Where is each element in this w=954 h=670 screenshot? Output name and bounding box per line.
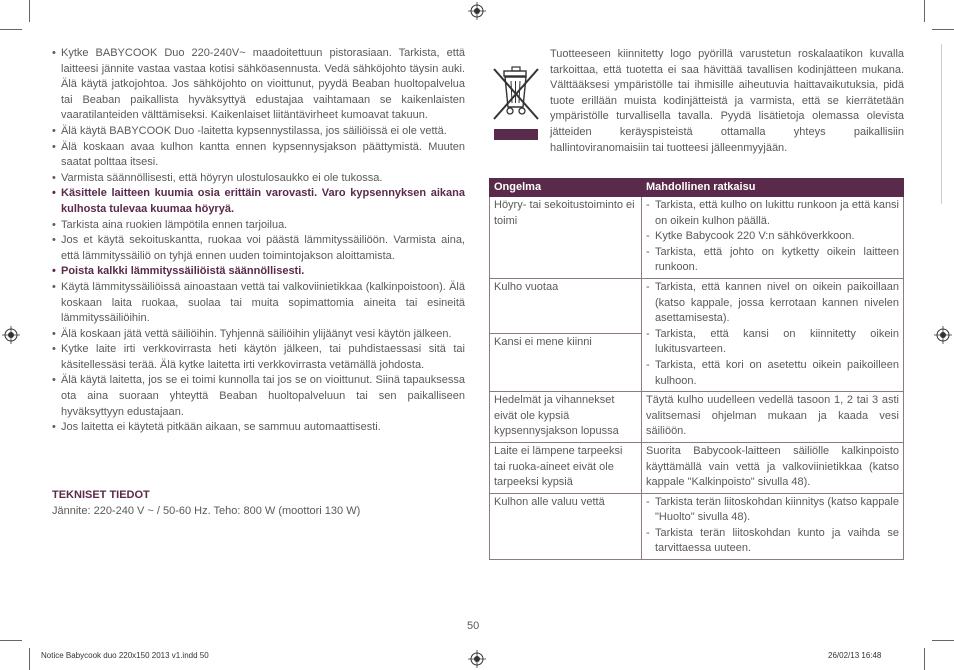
solution-item: - Tarkista, että kannen nivel on oikein paikoillaan (katso kappale, jossa kerrotaan kannen nivelen asettamisesta). — [646, 280, 899, 327]
solution-item: - Tarkista terän liitoskohdan kunto ja vaihda se tarvittaessa uuteen. — [646, 526, 899, 557]
safety-item: • Käsittele laitteen kuumia osia erittäin varovasti. Varo kypsennyksen aikana kulhosta tulevaa kuumaa höyryä. — [52, 186, 465, 217]
safety-item: • Tarkista aina ruokien lämpötila ennen tarjoilua. — [52, 218, 465, 234]
specs-text: Jännite: 220-240 V ~ / 50-60 Hz. Teho: 800 W (moottori 130 W) — [52, 504, 361, 517]
safety-item: • Älä koskaan jätä vettä säiliöihin. Tyhjennä säiliöihin ylijäänyt vesi käytön jälkeen. — [52, 327, 465, 343]
crop-mark — [941, 44, 942, 204]
crop-mark — [932, 29, 954, 30]
weee-text: Tuotteeseen kiinnitetty logo pyörillä varustetun roskalaatikon kuvalla tarkoittaa, että tuotetta ei saa hävittää tavallisen kodinjätteen mukana. Välttääksesi ympäristölle tai ihmisille aiheutuvia haittavaikutuksia, pidä tuote erillään muista kodinjätteistä ja varmista, että se kierrätetään ympäristölle turvallisella tavalla. Pyydä lisätietoja olemassa olevista jätteiden keräyspisteistä ottamalla yhteys paikallisiin hallintoviranomaisiin tai tuotteesi jälleenmyyjään. — [550, 48, 904, 154]
crop-mark — [29, 648, 30, 670]
safety-item: • Käytä lämmityssäiliöissä ainoastaan vettä tai valkoviinietikkaa (kalkinpoistoon). Älä koskaan laita ruokaa, suolaa tai muita sopimattomia aineita tai esineitä lämmityssäiliöihin. — [52, 280, 465, 327]
safety-item: • Älä käytä BABYCOOK Duo -laitetta kypsennystilassa, jos säiliöissä ei ole vettä. — [52, 124, 465, 140]
table-row — [490, 392, 904, 443]
problem-cell: Kulhon alle valuu vettä — [490, 493, 642, 559]
safety-item: • Älä käytä laitetta, jos se ei toimi kunnolla tai jos se on vioittunut. Siinä tapauksessa ota aina suoraan yhteyttä Beaban huoltopalveluun tai sen paikalliseen hyväksyttyyn edustajaan. — [52, 373, 465, 420]
troubleshooting-table — [489, 178, 904, 560]
registration-mark-icon — [468, 650, 486, 668]
registration-mark-icon — [934, 326, 952, 344]
table-row — [490, 493, 904, 559]
footer-file-info: Notice Babycook duo 220x150 2013 v1.indd 50 — [41, 651, 209, 660]
specs-heading: TEKNISET TIEDOT — [52, 489, 150, 501]
page-number: 50 — [467, 620, 480, 632]
table-header-solution: Mahdollinen ratkaisu — [642, 179, 904, 197]
registration-mark-icon — [2, 326, 20, 344]
problem-cell: Kulho vuotaa — [490, 278, 642, 334]
safety-list — [52, 46, 465, 436]
table-header-problem: Ongelma — [490, 179, 642, 197]
solution-cell — [642, 197, 904, 279]
solution-item: - Tarkista, että johto on kytketty oikein laitteen runkoon. — [646, 245, 899, 276]
crop-mark — [0, 640, 22, 641]
safety-item: • Jos laitetta ei käytetä pitkään aikaan, se sammuu automaattisesti. — [52, 420, 465, 436]
crop-mark — [932, 640, 954, 641]
table-row — [490, 197, 904, 279]
crossed-out-wheelie-bin-icon — [488, 63, 544, 147]
solution-item: - Tarkista, että kansi on kiinnitetty oikein lukitusvarteen. — [646, 327, 899, 358]
problem-cell: Laite ei lämpene tarpeeksi tai ruoka-aineet eivät ole tarpeeksi kypsiä — [490, 442, 642, 493]
crop-mark — [924, 648, 925, 670]
solution-cell: Täytä kulho uudelleen vedellä tasoon 1, 2 tai 3 asti valitsemasi ohjelman mukaan ja kaada vesi säiliöön. — [642, 392, 904, 443]
crop-mark — [924, 0, 925, 22]
safety-item: • Kytke laite irti verkkovirrasta heti käytön jälkeen, tai puhdistaessasi sitä tai käsitellessäsi terää. Älä kytke laitetta irti verkkovirrasta vetämällä johdosta. — [52, 342, 465, 373]
solution-cell — [642, 493, 904, 559]
solution-item: - Tarkista, että kori on asetettu oikein paikoilleen kulhoon. — [646, 358, 899, 389]
safety-item: • Varmista säännöllisesti, että höyryn ulostulosaukko ei ole tukossa. — [52, 171, 465, 187]
solution-item: - Kytke Babycook 220 V:n sähköverkkoon. — [646, 229, 899, 245]
solution-item: - Tarkista, että kulho on lukittu runkoon ja että kansi on oikein kulhon päällä. — [646, 198, 899, 229]
table-header-row — [490, 179, 904, 197]
safety-instructions — [52, 46, 465, 436]
problem-cell: Höyry- tai sekoitustoiminto ei toimi — [490, 197, 642, 279]
safety-item: • Kytke BABYCOOK Duo 220-240V~ maadoitettuun pistorasiaan. Tarkista, että laitteesi jännite vastaa vastaa kotisi sähköasennusta. Vedä sähköjohto täysin auki. Älä käytä jatkojohtoa. Jos sähköjohto on vioittunut, pyydä Beaban huoltopalvelua tai Beaban paikallista hyväksyttyä edustajaa vaihtamaan se kaikenlaisten vaaratilanteiden välttämiseksi. Kaikenlaiset liitäntävirheet kumoavat takuun. — [52, 46, 465, 124]
table-row — [490, 442, 904, 493]
crop-mark — [29, 0, 30, 22]
registration-mark-icon — [468, 2, 486, 20]
safety-item: • Poista kalkki lämmityssäiliöistä säännöllisesti. — [52, 264, 465, 280]
solution-item: - Tarkista terän liitoskohdan kiinnitys (katso kappale "Huolto" sivulla 48). — [646, 495, 899, 526]
solution-cell — [642, 278, 904, 391]
safety-item: • Älä koskaan avaa kulhon kantta ennen kypsennysjakson päättymistä. Muuten saatat polttaa itsesi. — [52, 140, 465, 171]
table-row — [490, 278, 904, 334]
problem-cell: Kansi ei mene kiinni — [490, 334, 642, 392]
technical-specs — [52, 488, 465, 519]
problem-cell: Hedelmät ja vihannekset eivät ole kypsiä kypsennysjakson lopussa — [490, 392, 642, 443]
footer-date: 26/02/13 16:48 — [828, 651, 882, 660]
crop-mark — [0, 29, 22, 30]
solution-cell: Suorita Babycook-laitteen säiliölle kalkinpoisto käyttämällä vain vettä ja valkoviinietikkaa (katso kappale "Kalkinpoisto" sivulla 48). — [642, 442, 904, 493]
safety-item: • Jos et käytä sekoituskantta, ruokaa voi päästä lämmityssäiliöön. Varmista aina, että lämmityssäiliö on tyhjä ennen uuden toimintojakson aloittamista. — [52, 233, 465, 264]
